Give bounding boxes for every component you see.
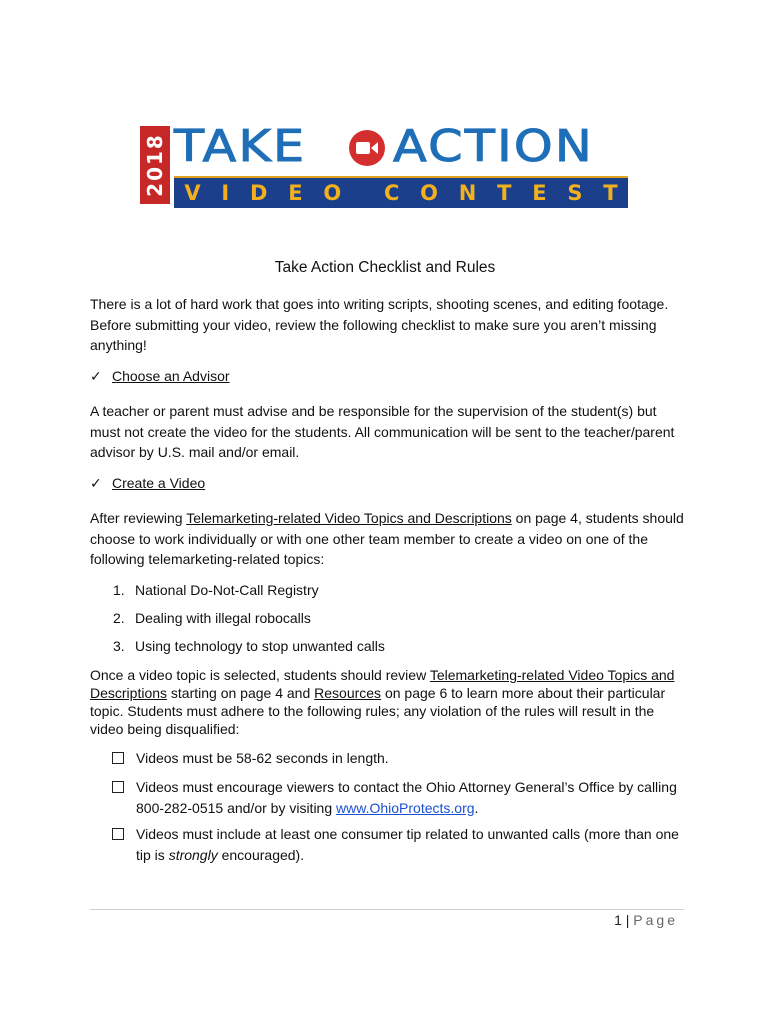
checkmark-icon: ✓ xyxy=(90,475,102,491)
logo-subtitle-letter: C xyxy=(383,181,400,205)
rule-item xyxy=(112,748,682,769)
page-title: Take Action Checklist and Rules xyxy=(274,259,496,276)
list-text: National Do-Not-Call Registry xyxy=(135,582,319,598)
logo-subtitle-letter: T xyxy=(603,181,618,205)
logo-subtitle-letter: D xyxy=(250,181,268,205)
checkmark-icon: ✓ xyxy=(90,368,102,384)
section-heading-advisor xyxy=(90,368,230,385)
footer-divider xyxy=(90,909,684,910)
logo-subtitle-letter: V xyxy=(184,181,201,205)
logo-subtitle-letter: N xyxy=(458,181,477,205)
heading-label: Create a Video xyxy=(112,475,206,491)
footer-separator: | xyxy=(621,912,634,928)
list-number: 3. xyxy=(113,638,125,654)
logo-title-row xyxy=(174,121,307,172)
logo-subtitle-letter: O xyxy=(323,181,342,205)
logo-subtitle-letter: I xyxy=(221,181,230,205)
topics-reference: Telemarketing-related Video Topics and Descriptions xyxy=(186,510,512,526)
rule-text xyxy=(136,824,682,865)
list-item xyxy=(113,610,311,626)
topics-reference: Telemarketing-related Video Topics and Descriptions xyxy=(90,667,675,701)
contest-logo xyxy=(140,121,628,206)
logo-subtitle-letter: O xyxy=(420,181,438,205)
text-run: starting on page 4 and xyxy=(167,685,315,701)
text-run: Once a video topic is selected, students should review xyxy=(90,667,430,683)
list-text: Dealing with illegal robocalls xyxy=(135,610,311,626)
text-run: . xyxy=(474,799,479,816)
logo-subtitle-letter: T xyxy=(497,181,512,205)
video-paragraph xyxy=(90,508,690,570)
text-run: encouraged). xyxy=(217,846,305,863)
rule-item xyxy=(112,824,682,865)
logo-subtitle-letter: S xyxy=(567,181,583,205)
logo-subtitle-letter: E xyxy=(288,181,303,205)
logo-word-action: ACTION xyxy=(393,121,594,172)
intro-paragraph: There is a lot of hard work that goes into writing scripts, shooting scenes, and editing footage. Before submitting your video, review the following checklist to make sure you aren’t missing anything! xyxy=(90,296,669,353)
checkbox-icon xyxy=(112,828,124,840)
logo-subtitle-bar xyxy=(174,176,628,208)
page-footer xyxy=(614,912,678,928)
logo-subtitle-letter: E xyxy=(532,181,547,205)
list-number: 1. xyxy=(113,582,125,598)
resources-reference: Resources xyxy=(314,685,382,701)
text-run: on page 6 to learn more about their particular topic. Students must adhere to the following rules; any violation of the rules will result in the video being disqualified: xyxy=(90,685,666,737)
advisor-paragraph: A teacher or parent must advise and be responsible for the supervision of the student(s) but must not create the video for the students. All communication will be sent to the teacher/parent advisor by U.S. mail and/or email. xyxy=(90,403,675,460)
text-run: Videos must include at least one consumer tip related to unwanted calls (more than one tip is xyxy=(136,826,679,863)
rules-intro-paragraph xyxy=(90,666,690,738)
heading-label: Choose an Advisor xyxy=(112,368,230,384)
ohioprotects-link[interactable]: www.OhioProtects.org xyxy=(336,799,475,816)
list-item xyxy=(113,638,385,654)
text-run: Videos must encourage viewers to contact the Ohio Attorney General’s Office by calling 800-282-0515 and/or by visiting xyxy=(136,779,677,816)
logo-title-row-2 xyxy=(393,121,594,172)
text-run: After reviewing xyxy=(90,510,187,526)
text-run: on page 4, students should choose to work individually or with one other team member to create a video on one of the following telemarketing-related topics: xyxy=(90,510,684,567)
emphasis-text: strongly xyxy=(168,846,218,863)
checkbox-icon xyxy=(112,781,124,793)
logo-year-badge xyxy=(140,126,170,204)
section-heading-video xyxy=(90,475,205,492)
list-text: Using technology to stop unwanted calls xyxy=(135,638,385,654)
rule-text: Videos must be 58-62 seconds in length. xyxy=(136,750,389,766)
rule-text xyxy=(136,777,682,818)
rule-item xyxy=(112,777,682,818)
page-number: 1 xyxy=(614,912,622,928)
video-camera-icon xyxy=(349,130,385,166)
checkbox-icon xyxy=(112,752,124,764)
list-number: 2. xyxy=(113,610,125,626)
logo-year: 2018 xyxy=(143,133,168,197)
logo-word-take: TAKE xyxy=(174,121,307,172)
list-item xyxy=(113,582,319,598)
page-label: Page xyxy=(633,912,678,928)
